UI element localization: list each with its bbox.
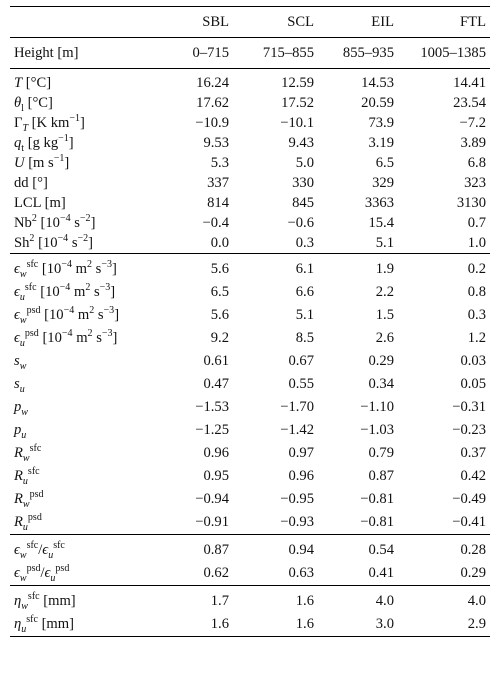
cell: −0.31	[452, 399, 486, 415]
cell: 0.8	[467, 284, 486, 300]
cell: 5.3	[210, 154, 229, 171]
table-row	[10, 173, 490, 193]
cell: 0–715	[192, 44, 229, 61]
row-label-sh2: Sh$^2$ [$10^{-4}$ $s^{-2}$]	[14, 232, 94, 251]
cell: −1.10	[360, 399, 394, 415]
cell: 6.8	[467, 154, 486, 171]
cell: 0.87	[368, 468, 394, 484]
cell: 1005–1385	[420, 44, 486, 61]
cell: 0.34	[368, 376, 394, 392]
table-row	[10, 304, 490, 327]
data-table	[10, 6, 490, 637]
cell: 323	[464, 174, 486, 191]
cell: −0.81	[360, 491, 394, 507]
table-row	[10, 233, 490, 254]
cell: 0.03	[460, 353, 486, 369]
table-row	[10, 613, 490, 637]
row-label-ratio-sfc: $\epsilon_w^{sfc}/\epsilon_u^{sfc}$	[14, 540, 65, 561]
cell: −0.91	[195, 514, 229, 530]
cell: 1.5	[375, 307, 394, 323]
row-label-height: Height [m]	[14, 44, 79, 61]
cell: 17.52	[281, 94, 314, 111]
table-row	[10, 327, 490, 350]
cell: 9.53	[203, 134, 229, 151]
header-cell-empty	[10, 7, 160, 38]
cell: −10.1	[280, 114, 314, 131]
cell: 330	[292, 174, 314, 191]
cell: 0.37	[460, 445, 486, 461]
cell: 0.42	[460, 468, 486, 484]
cell: 0.41	[368, 565, 394, 581]
cell: 9.43	[288, 134, 314, 151]
table-row	[10, 586, 490, 614]
cell: 14.41	[453, 74, 486, 91]
table-row	[10, 373, 490, 396]
table-row	[10, 133, 490, 153]
header-cell-ftl: FTL	[460, 13, 486, 30]
cell: 12.59	[281, 74, 314, 91]
header-cell-sbl: SBL	[202, 13, 229, 30]
cell: 1.6	[295, 616, 314, 632]
row-label-r-u-sfc: $R_u^{sfc}$	[14, 466, 40, 487]
row-label-eps-w-sfc: $\epsilon_w^{sfc}$ [$10^{-4}$ $m^2$ $s^{-3}$]	[14, 259, 117, 280]
cell: 0.79	[368, 445, 394, 461]
row-label-p-w: $p_w$	[14, 399, 28, 418]
table-row	[10, 213, 490, 233]
row-label-gamma-t: $\Gamma_T$ [K $km^{-1}$]	[14, 112, 85, 134]
cell: 2.6	[375, 330, 394, 346]
cell: 329	[372, 174, 394, 191]
cell: 814	[207, 194, 229, 211]
cell: 0.3	[467, 307, 486, 323]
cell: 1.6	[210, 616, 229, 632]
height-row	[10, 38, 490, 69]
cell: −0.4	[202, 214, 229, 231]
cell: 855–935	[342, 44, 394, 61]
table-row	[10, 511, 490, 535]
cell: 3130	[456, 194, 486, 211]
cell: −0.93	[280, 514, 314, 530]
cell: 5.1	[375, 234, 394, 251]
cell: 0.95	[203, 468, 229, 484]
cell: 5.6	[210, 261, 229, 277]
cell: −0.95	[280, 491, 314, 507]
cell: 1.2	[467, 330, 486, 346]
table-row	[10, 562, 490, 586]
row-label-p-u: $p_u$	[14, 422, 27, 441]
cell: 845	[292, 194, 314, 211]
cell: 0.05	[460, 376, 486, 392]
table-row	[10, 93, 490, 113]
cell: 5.6	[210, 307, 229, 323]
cell: 2.2	[375, 284, 394, 300]
cell: 17.62	[196, 94, 229, 111]
cell: 5.0	[295, 154, 314, 171]
cell: 3.89	[460, 134, 486, 151]
cell: 6.1	[295, 261, 314, 277]
row-label-temperature: T [°C]	[14, 74, 52, 91]
table-row	[10, 442, 490, 465]
cell: 5.1	[295, 307, 314, 323]
row-label-qt: $q_t$ [g $kg^{-1}$]	[14, 132, 74, 154]
row-label-u: U [m $s^{-1}$]	[14, 152, 70, 171]
cell: −1.03	[360, 422, 394, 438]
table-row	[10, 419, 490, 442]
cell: −0.23	[452, 422, 486, 438]
cell: 0.54	[368, 542, 394, 558]
cell: −10.9	[195, 114, 229, 131]
cell: 0.0	[210, 234, 229, 251]
table-row	[10, 153, 490, 173]
cell: 715–855	[262, 44, 314, 61]
row-label-eps-u-psd: $\epsilon_u^{psd}$ [$10^{-4}$ $m^2$ $s^{-3}$]	[14, 328, 118, 349]
cell: 0.55	[288, 376, 314, 392]
table-row	[10, 254, 490, 282]
cell: 1.6	[295, 593, 314, 609]
row-label-eta-w-sfc: $\eta_w^{sfc}$ [mm]	[14, 591, 76, 612]
row-label-eps-w-psd: $\epsilon_w^{psd}$ [$10^{-4}$ $m^2$ $s^{-3}$]	[14, 305, 120, 326]
cell: 2.9	[467, 616, 486, 632]
row-label-s-u: $s_u$	[14, 376, 25, 395]
cell: 1.9	[375, 261, 394, 277]
row-label-nb2: Nb$^2$ [$10^{-4}$ $s^{-2}$]	[14, 212, 96, 231]
table-row	[10, 396, 490, 419]
row-label-ratio-psd: $\epsilon_w^{psd}/\epsilon_u^{psd}$	[14, 563, 70, 584]
row-label-r-u-psd: $R_u^{psd}$	[14, 512, 42, 533]
cell: 16.24	[196, 74, 229, 91]
cell: 15.4	[368, 214, 394, 231]
header-cell-eil: EIL	[371, 13, 394, 30]
cell: 0.29	[368, 353, 394, 369]
cell: −0.6	[287, 214, 314, 231]
table-row	[10, 113, 490, 133]
cell: 3.0	[375, 616, 394, 632]
cell: 4.0	[375, 593, 394, 609]
cell: 337	[207, 174, 229, 191]
row-label-dd: dd [°]	[14, 174, 48, 191]
header-row	[10, 7, 490, 38]
cell: 0.67	[288, 353, 314, 369]
cell: 0.97	[288, 445, 314, 461]
cell: 20.59	[361, 94, 394, 111]
table-row	[10, 535, 490, 563]
cell: 0.62	[203, 565, 229, 581]
cell: 0.96	[203, 445, 229, 461]
cell: −1.70	[280, 399, 314, 415]
cell: 6.5	[210, 284, 229, 300]
cell: −1.42	[280, 422, 314, 438]
table-row	[10, 69, 490, 94]
cell: 8.5	[295, 330, 314, 346]
cell: 0.28	[460, 542, 486, 558]
table-row	[10, 488, 490, 511]
cell: −0.49	[452, 491, 486, 507]
row-label-s-w: $s_w$	[14, 353, 27, 372]
cell: 73.9	[368, 114, 394, 131]
row-label-eta-u-sfc: $\eta_u^{sfc}$ [mm]	[14, 614, 74, 635]
row-label-eps-u-sfc: $\epsilon_u^{sfc}$ [$10^{-4}$ $m^2$ $s^{-3}$]	[14, 282, 116, 303]
cell: 0.7	[467, 214, 486, 231]
cell: 1.0	[467, 234, 486, 251]
row-label-lcl: LCL [m]	[14, 194, 66, 211]
cell: 0.63	[288, 565, 314, 581]
cell: 1.7	[210, 593, 229, 609]
cell: −1.25	[195, 422, 229, 438]
cell: 0.29	[460, 565, 486, 581]
cell: 14.53	[361, 74, 394, 91]
cell: 23.54	[453, 94, 486, 111]
cell: 0.2	[467, 261, 486, 277]
cell: 0.3	[295, 234, 314, 251]
cell: 3363	[364, 194, 394, 211]
cell: 9.2	[210, 330, 229, 346]
header-cell-scl: SCL	[287, 13, 314, 30]
cell: 0.96	[288, 468, 314, 484]
table-row	[10, 193, 490, 213]
table-row	[10, 350, 490, 373]
cell: 0.87	[203, 542, 229, 558]
cell: −0.94	[195, 491, 229, 507]
cell: 3.19	[368, 134, 394, 151]
cell: 0.94	[288, 542, 314, 558]
cell: −7.2	[459, 114, 486, 131]
cell: 6.5	[375, 154, 394, 171]
cell: 0.61	[203, 353, 229, 369]
cell: 0.47	[203, 376, 229, 392]
row-label-r-w-sfc: $R_w^{sfc}$	[14, 443, 42, 464]
cell: 4.0	[467, 593, 486, 609]
table-row	[10, 281, 490, 304]
cell: −1.53	[195, 399, 229, 415]
cell: −0.41	[452, 514, 486, 530]
cell: −0.81	[360, 514, 394, 530]
row-label-r-w-psd: $R_w^{psd}$	[14, 489, 44, 510]
table-row	[10, 465, 490, 488]
cell: 6.6	[295, 284, 314, 300]
row-label-theta-l: $\theta_l$ [°C]	[14, 94, 53, 114]
